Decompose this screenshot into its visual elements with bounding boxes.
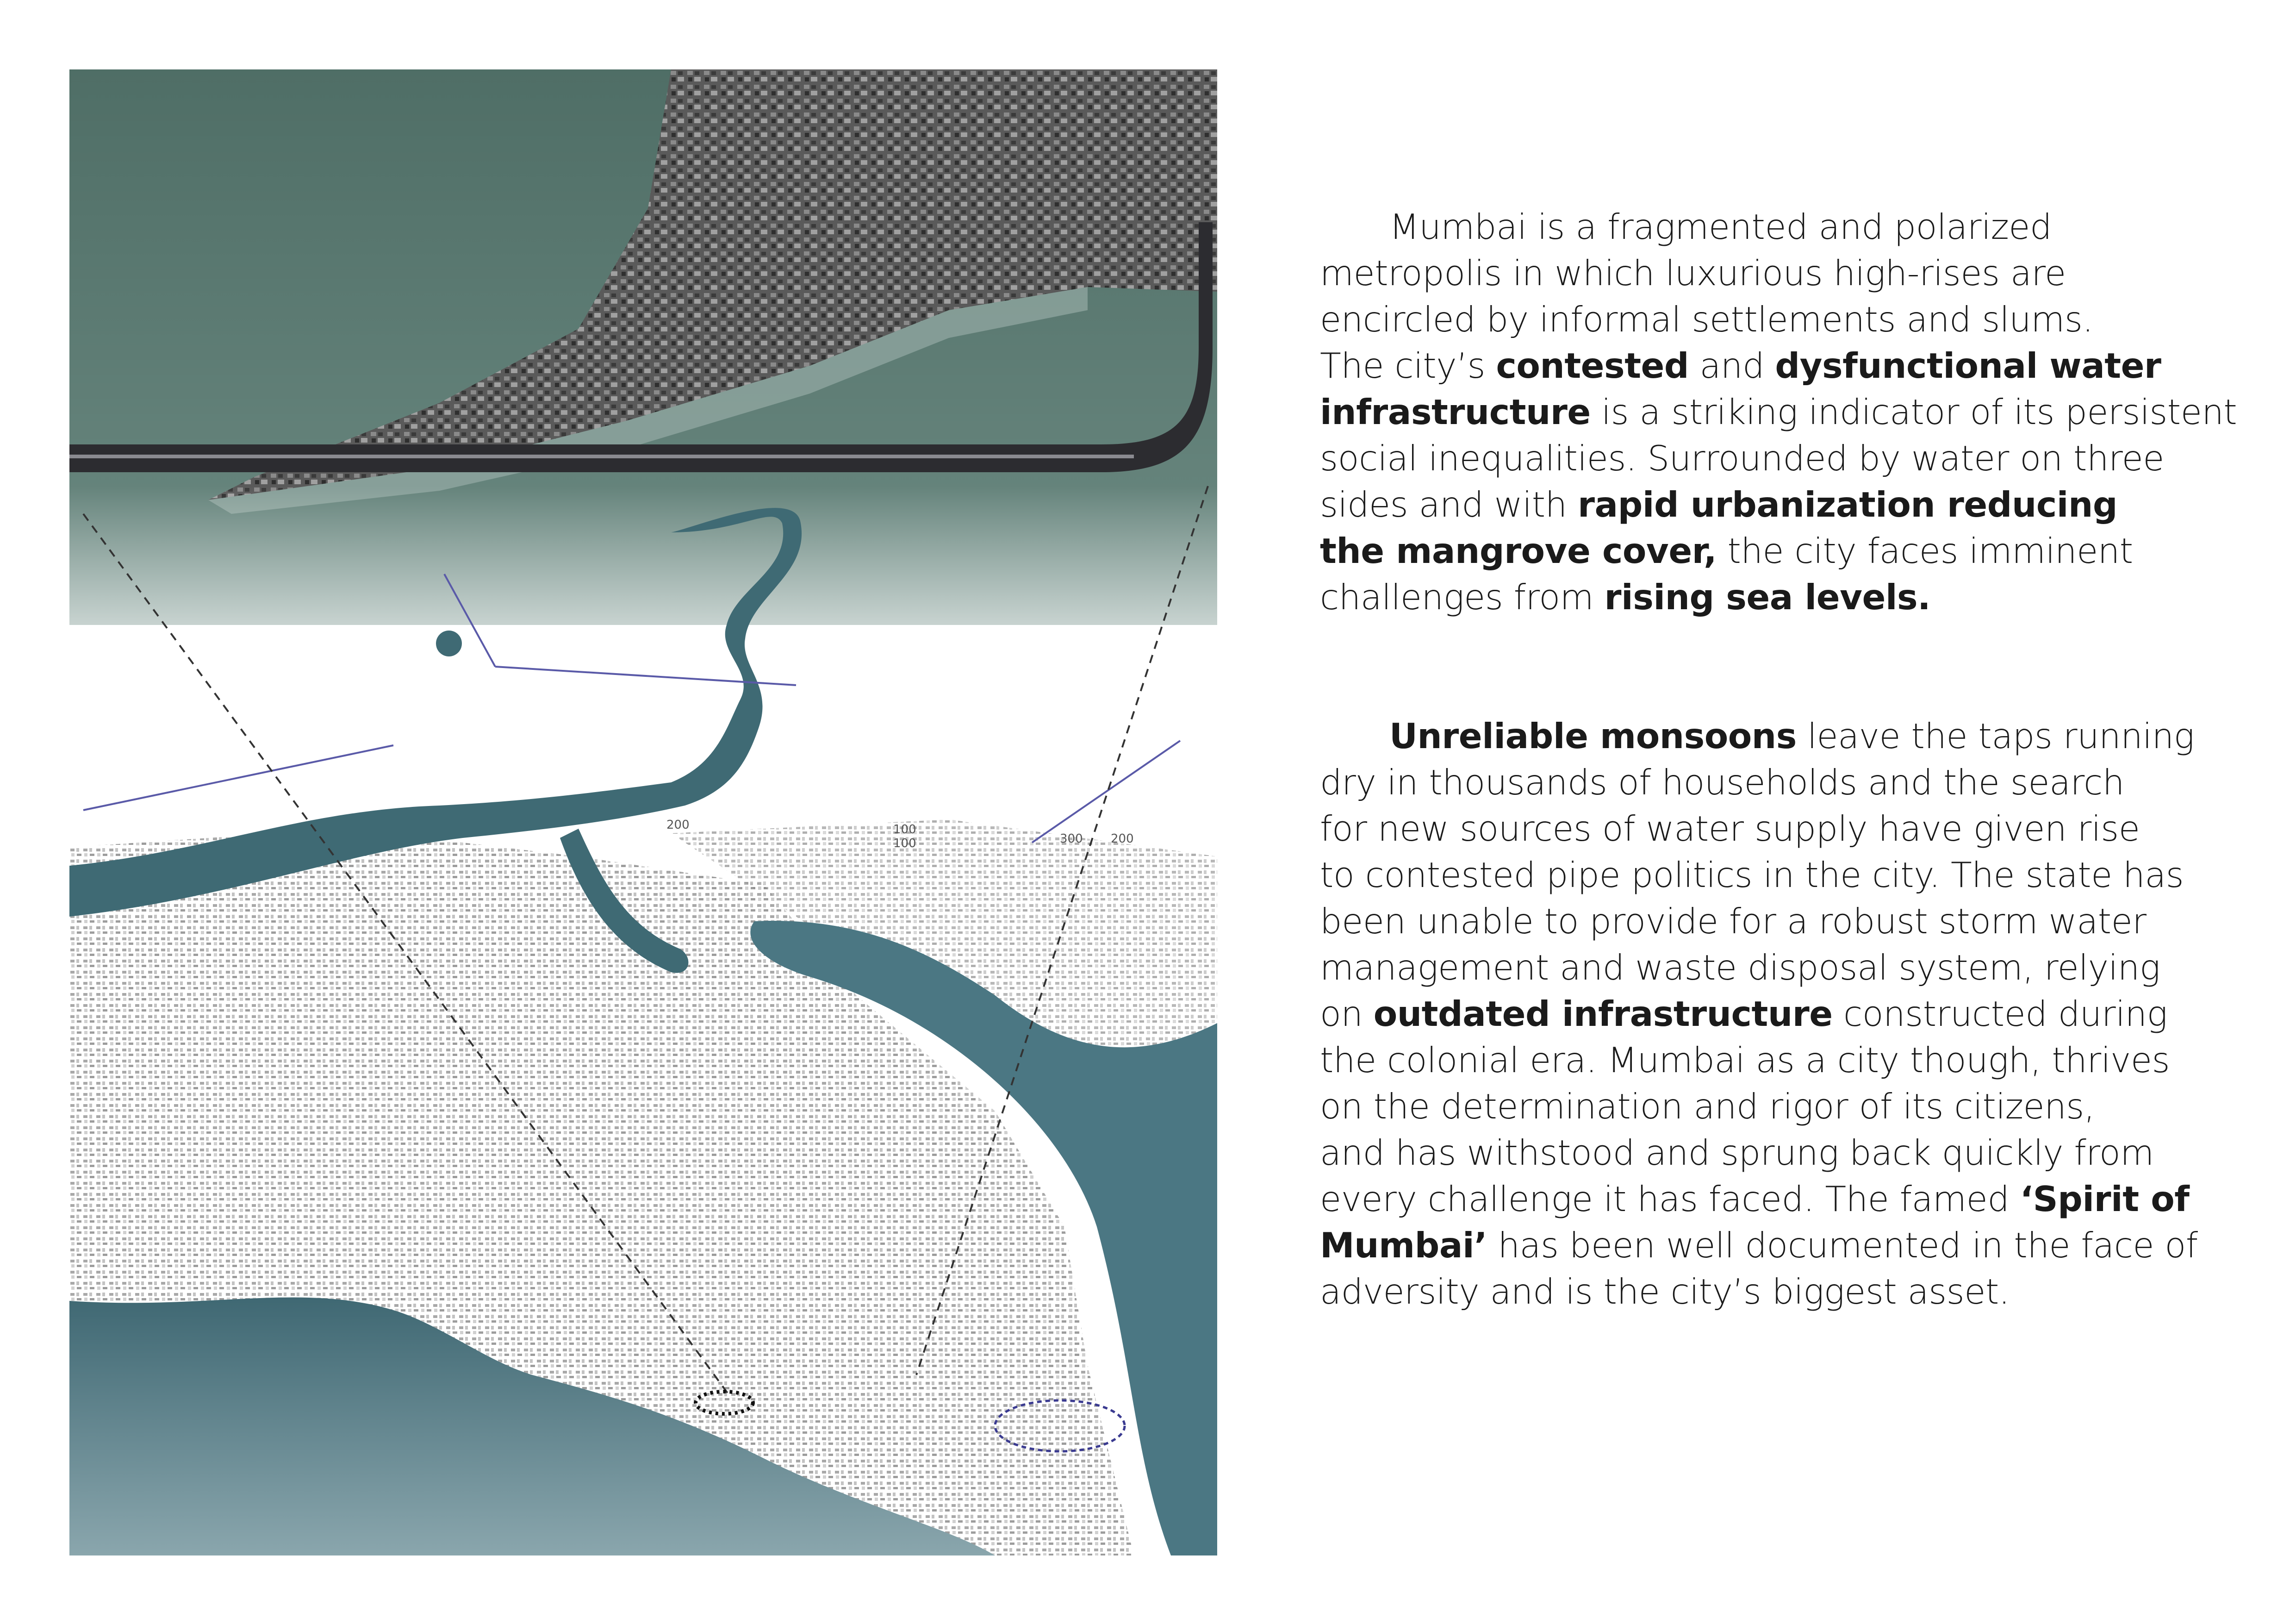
sea-link-deck-line [69, 455, 1134, 458]
reservoir [436, 631, 462, 656]
body-text: has been well documented in the face of adversity and is the city’s biggest asset. [1320, 1225, 2198, 1312]
contour-label: 200 [666, 818, 690, 832]
contour-label: 100 [893, 823, 916, 837]
body-text: and [1689, 345, 1775, 386]
contour-label: 100 [893, 837, 916, 850]
emphasized-phrase: rapid urbanization reducing the mangrove cover, [1320, 484, 2118, 571]
emphasized-phrase: contested [1496, 345, 1689, 386]
emphasized-phrase: outdated infrastructure [1373, 993, 1833, 1034]
contour-label: 200 [1111, 832, 1134, 846]
body-text: Mumbai is a fragmented and polarized metropolis in which luxurious high-rises are encircled by informal settlements and slums. The city’s [1320, 206, 2093, 386]
emphasized-phrase: rising sea levels. [1604, 577, 1931, 618]
body-text: is a striking indicator of its persistent social inequalities. Surrounded by water on three sides and with [1320, 392, 2237, 525]
paragraph-2 [1320, 713, 2246, 1315]
body-text: the city faces imminent challenges from [1320, 531, 2133, 618]
emphasized-phrase: dysfunctional water infrastructure [1320, 345, 2161, 432]
body-text: leave the taps running dry in thousands of households and the search for new sources of water supply have given rise to contested pipe politics in the city. The state has been unable to provide for a robust storm water management and waste disposal system, relying on [1320, 716, 2195, 1034]
contour-label: 300 [1060, 832, 1083, 846]
emphasized-phrase: Unreliable monsoons [1389, 716, 1797, 756]
mumbai-map-illustration [69, 69, 1217, 1555]
paragraph-1 [1320, 204, 2246, 620]
emphasized-phrase: ‘Spirit of Mumbai’ [1320, 1179, 2190, 1266]
body-text: constructed during the colonial era. Mumbai as a city though, thrives on the determination and rigor of its citizens, and has withstood and sprung back quickly from every challenge it has faced. The famed [1320, 993, 2170, 1219]
description-text [1320, 204, 2246, 1315]
